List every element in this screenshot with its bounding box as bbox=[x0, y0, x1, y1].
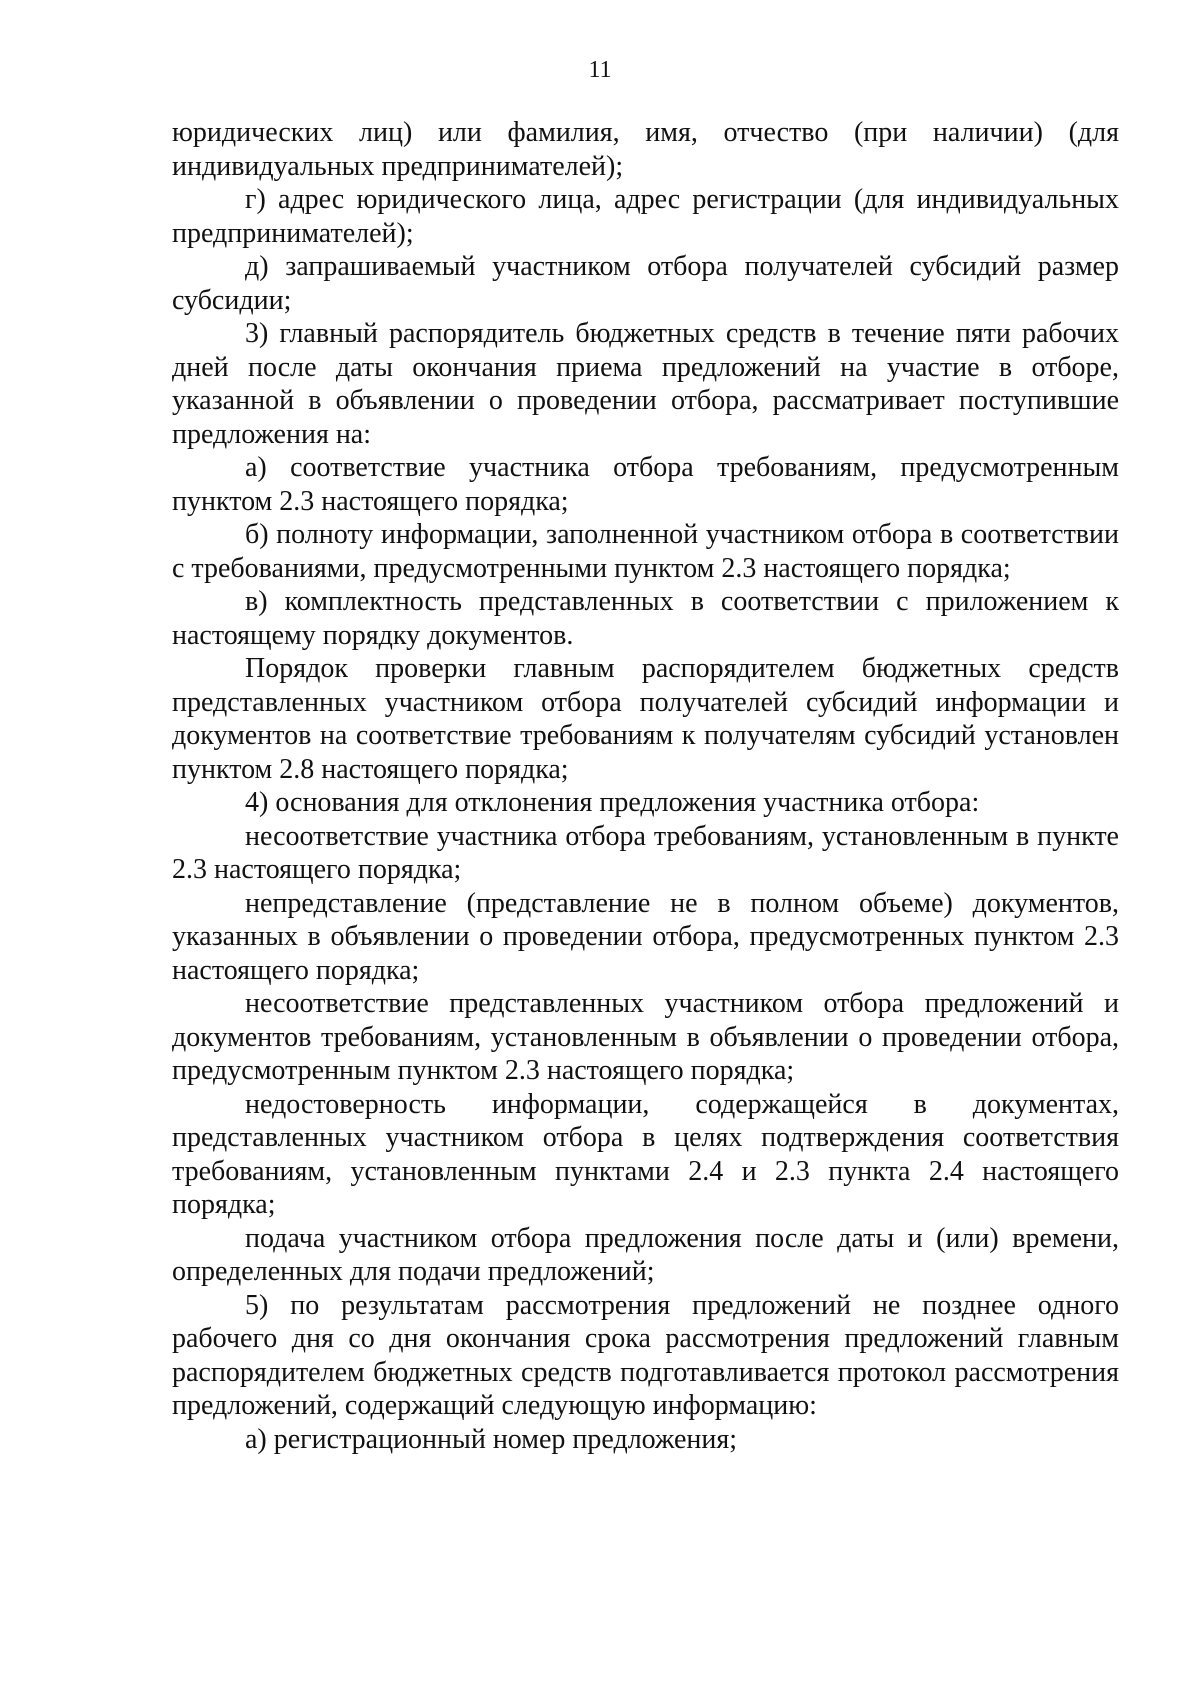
paragraph-reason-5: подача участником отбора предложения после даты и (или) времени, определенных для подачи предложений; bbox=[172, 1222, 1119, 1287]
paragraph-check-procedure: Порядок проверки главным распорядителем бюджетных средств представленных участником отбора получателей субсидий информации и документов на соответствие требованиям к получателям субсидий установлен пунктом 2.8 настоящего порядка; bbox=[172, 653, 1119, 785]
paragraph-reason-1: несоответствие участника отбора требованиям, установленным в пункте 2.3 настоящего порядка; bbox=[172, 820, 1119, 885]
paragraph-reason-2: непредставление (представление не в полном объеме) документов, указанных в объявлении о проведении отбора, предусмотренных пунктом 2.3 настоящего порядка; bbox=[172, 887, 1119, 986]
paragraph-item-3b: б) полноту информации, заполненной участником отбора в соответствии с требованиями, предусмотренными пунктом 2.3 настоящего порядка; bbox=[172, 519, 1119, 584]
paragraph-item-d: д) запрашиваемый участником отбора получателей субсидий размер субсидии; bbox=[172, 251, 1119, 316]
paragraph-reason-4: недостоверность информации, содержащейся в документах, представленных участником отбора в целях подтверждения соответствия требованиям, установленным пунктами 2.4 и 2.3 пункта 2.4 настоящего порядка; bbox=[172, 1088, 1119, 1220]
paragraph-item-3: 3) главный распорядитель бюджетных средств в течение пяти рабочих дней после даты окончания приема предложений на участие в отборе, указанной в объявлении о проведении отбора, рассматривает поступившие предложения на: bbox=[172, 318, 1119, 450]
page-number: 11 bbox=[588, 57, 612, 83]
paragraph-reason-3: несоответствие представленных участником отбора предложений и документов требованиям, установленным в объявлении о проведении отбора, предусмотренным пунктом 2.3 настоящего порядка; bbox=[172, 988, 1119, 1086]
paragraph-item-g: г) адрес юридического лица, адрес регистрации (для индивидуальных предпринимателей); bbox=[172, 184, 1119, 249]
paragraph-continuation: юридических лиц) или фамилия, имя, отчество (при наличии) (для индивидуальных предпринимателей); bbox=[172, 117, 1119, 182]
document-body bbox=[172, 116, 1119, 1456]
paragraph-item-5: 5) по результатам рассмотрения предложений не позднее одного рабочего дня со дня окончания срока рассмотрения предложений главным распорядителем бюджетных средств подготавливается протокол рассмотрения предложений, содержащий следующую информацию: bbox=[172, 1289, 1119, 1421]
paragraph-item-5a: а) регистрационный номер предложения; bbox=[245, 1423, 738, 1455]
paragraph-item-3a: а) соответствие участника отбора требованиям, предусмотренным пунктом 2.3 настоящего порядка; bbox=[172, 452, 1119, 517]
paragraph-item-3v: в) комплектность представленных в соответствии с приложением к настоящему порядку документов. bbox=[172, 586, 1119, 651]
paragraph-item-4: 4) основания для отклонения предложения участника отбора: bbox=[245, 787, 980, 818]
